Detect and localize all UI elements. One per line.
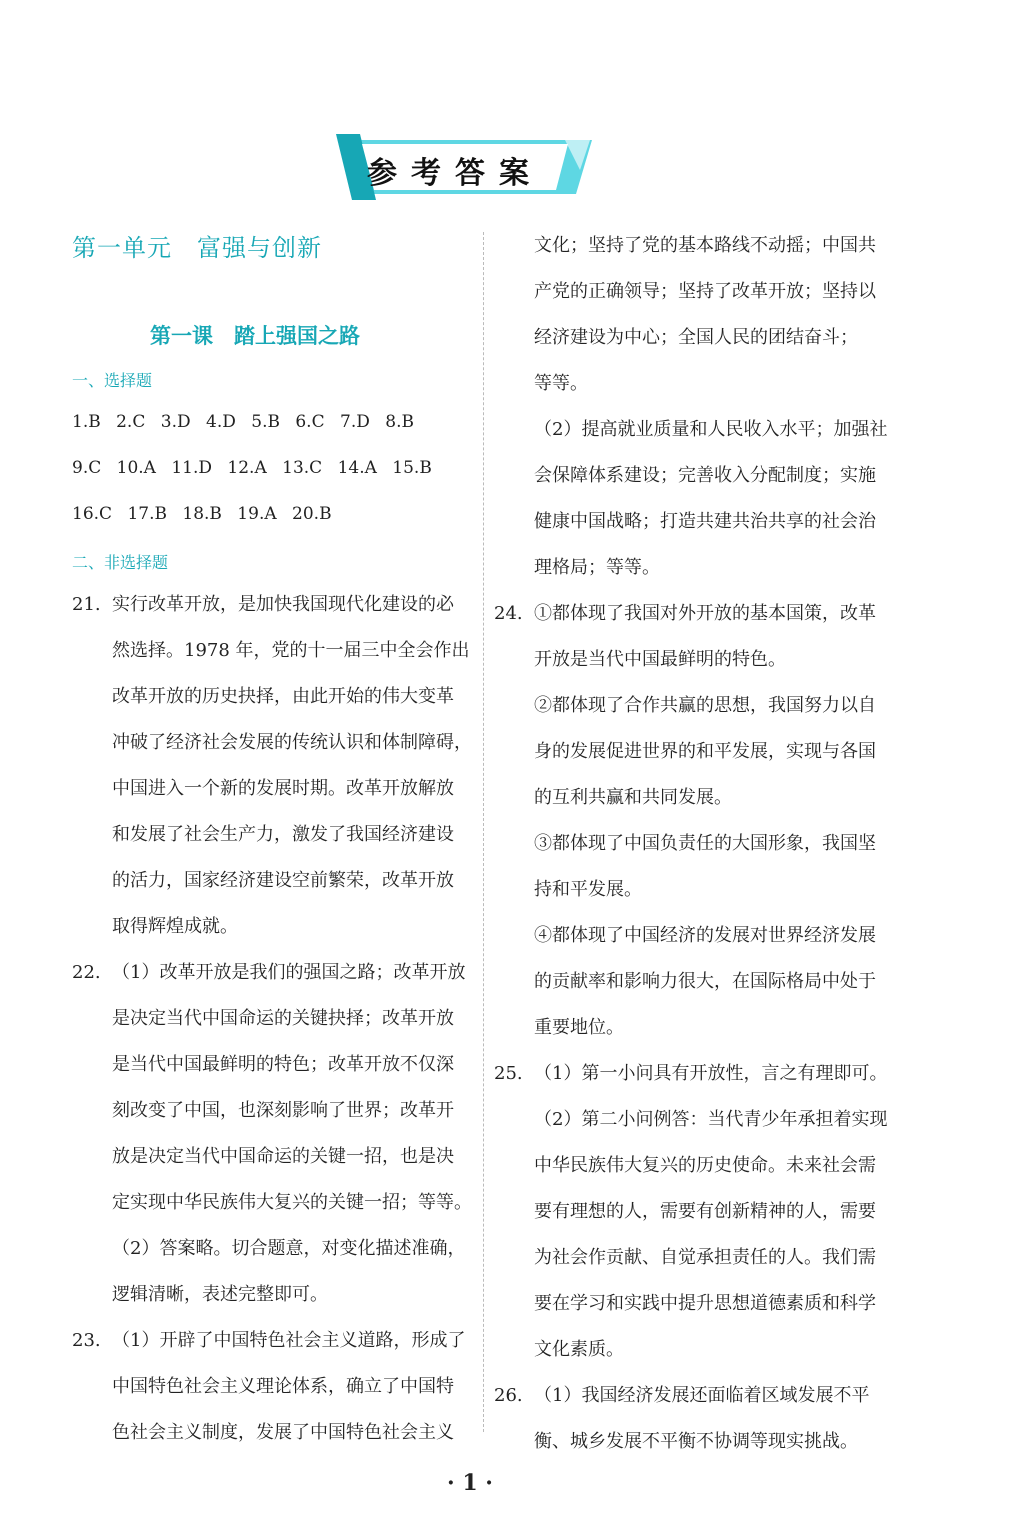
answer-text: 改革开放的历史抉择，由此开始的伟大变革 — [112, 686, 454, 707]
answer-text: 的互利共赢和共同发展。 — [534, 787, 732, 808]
answer-text: 是决定当代中国命运的关键抉择；改革开放 — [112, 1008, 454, 1029]
answer-text: 的活力，国家经济建设空前繁荣，改革开放 — [112, 870, 454, 891]
question-number: 26. — [494, 1385, 523, 1406]
answer-text: （2）第二小问例答：当代青少年承担着实现 — [534, 1109, 888, 1130]
answer-line — [494, 1419, 884, 1465]
question-number: 25. — [494, 1063, 523, 1084]
answer-line — [494, 637, 884, 683]
answer-text: 冲破了经济社会发展的传统认识和体制障碍， — [112, 732, 472, 753]
answer-line — [494, 591, 884, 637]
answer-text: 放是决定当代中国命运的关键一招，也是决 — [112, 1146, 454, 1167]
question-number: 24. — [494, 603, 523, 624]
answer-line — [72, 1042, 462, 1088]
answer-line — [494, 545, 884, 591]
answer-line — [72, 628, 470, 674]
question-number: 21. — [72, 594, 101, 615]
answer-line — [72, 1180, 472, 1226]
left-column — [72, 582, 472, 1456]
answer-text: 文化；坚持了党的基本路线不动摇；中国共 — [534, 235, 876, 256]
answer-text: 的贡献率和影响力很大，在国际格局中处于 — [534, 971, 876, 992]
answer-line — [494, 407, 888, 453]
answer-line — [494, 1005, 884, 1051]
answer-line — [494, 1097, 888, 1143]
answer-text: 文化素质。 — [534, 1339, 624, 1360]
answer-text: ④都体现了中国经济的发展对世界经济发展 — [534, 925, 876, 946]
answer-line — [494, 453, 884, 499]
answer-text: （1）第一小问具有开放性，言之有理即可。 — [534, 1063, 888, 1084]
answer-line — [494, 1143, 884, 1189]
answer-line — [72, 1318, 466, 1364]
answer-line — [494, 1189, 884, 1235]
column-divider — [483, 232, 484, 1432]
answer-text: 理格局；等等。 — [534, 557, 660, 578]
answer-line — [72, 1134, 462, 1180]
answer-text: 色社会主义制度，发展了中国特色社会主义 — [112, 1422, 454, 1443]
answer-line — [494, 1235, 884, 1281]
answer-text: 为社会作贡献、自觉承担责任的人。我们需 — [534, 1247, 876, 1268]
answer-line — [494, 775, 884, 821]
answer-text: 中华民族伟大复兴的历史使命。未来社会需 — [534, 1155, 876, 1176]
mc-answer-row: 16.C 17.B 18.B 19.A 20.B — [72, 504, 332, 524]
answer-text: （1）开辟了中国特色社会主义道路，形成了 — [112, 1330, 466, 1351]
answer-text: 刻改变了中国，也深刻影响了世界；改革开 — [112, 1100, 454, 1121]
answer-line — [72, 1272, 462, 1318]
page-number: · 1 · — [447, 1470, 493, 1496]
answer-text: 持和平发展。 — [534, 879, 642, 900]
section-heading-non-mc: 二、非选择题 — [72, 553, 169, 572]
lesson-title: 第一课 踏上强国之路 — [150, 323, 360, 348]
answer-text: ②都体现了合作共赢的思想，我国努力以自 — [534, 695, 876, 716]
answer-line — [72, 1410, 462, 1456]
answer-text: （2）提高就业质量和人民收入水平；加强社 — [534, 419, 888, 440]
answer-line — [494, 1281, 884, 1327]
answer-text: 定实现中华民族伟大复兴的关键一招；等等。 — [112, 1192, 472, 1213]
answer-text: （1）改革开放是我们的强国之路；改革开放 — [112, 962, 466, 983]
answer-text: 要在学习和实践中提升思想道德素质和科学 — [534, 1293, 876, 1314]
answer-line — [494, 1051, 888, 1097]
answer-line — [494, 867, 884, 913]
answer-text: （2）答案略。切合题意，对变化描述准确， — [112, 1238, 466, 1259]
unit-title: 第一单元 富强与创新 — [72, 234, 322, 262]
answer-line — [494, 821, 884, 867]
answer-line — [494, 1327, 884, 1373]
answer-line — [72, 996, 462, 1042]
answer-line — [72, 674, 462, 720]
answer-line — [494, 729, 884, 775]
mc-answer-row: 9.C 10.A 11.D 12.A 13.C 14.A 15.B — [72, 458, 432, 478]
answer-line — [72, 812, 462, 858]
answer-text: 衡、城乡发展不平衡不协调等现实挑战。 — [534, 1431, 858, 1452]
answer-line — [494, 959, 884, 1005]
answer-line — [72, 1088, 462, 1134]
answer-line — [494, 499, 884, 545]
answer-text: 中国进入一个新的发展时期。改革开放解放 — [112, 778, 454, 799]
answer-text: （1）我国经济发展还面临着区域发展不平 — [534, 1385, 870, 1406]
answer-line — [494, 683, 884, 729]
answer-line — [72, 950, 466, 996]
answer-text: 身的发展促进世界的和平发展，实现与各国 — [534, 741, 876, 762]
answer-text: 实行改革开放，是加快我国现代化建设的必 — [112, 594, 454, 615]
answer-line — [72, 582, 462, 628]
answer-line — [494, 315, 884, 361]
answer-text: 产党的正确领导；坚持了改革开放；坚持以 — [534, 281, 876, 302]
answer-text: ①都体现了我国对外开放的基本国策，改革 — [534, 603, 876, 624]
answer-line — [494, 361, 884, 407]
answer-text: 开放是当代中国最鲜明的特色。 — [534, 649, 786, 670]
right-column — [494, 223, 888, 1465]
answer-text: 和发展了社会生产力，激发了我国经济建设 — [112, 824, 454, 845]
answer-text: 取得辉煌成就。 — [112, 916, 238, 937]
answer-text: 重要地位。 — [534, 1017, 624, 1038]
answer-line — [494, 269, 884, 315]
answer-line — [494, 223, 884, 269]
answer-line — [72, 720, 472, 766]
answer-line — [494, 913, 884, 959]
answer-line — [72, 904, 462, 950]
question-number: 22. — [72, 962, 101, 983]
answer-text: 会保障体系建设；完善收入分配制度；实施 — [534, 465, 876, 486]
answer-line — [72, 858, 462, 904]
answer-line — [72, 766, 462, 812]
question-number: 23. — [72, 1330, 101, 1351]
answer-line — [72, 1226, 466, 1272]
answer-text: 中国特色社会主义理论体系，确立了中国特 — [112, 1376, 454, 1397]
answer-text: 要有理想的人，需要有创新精神的人，需要 — [534, 1201, 876, 1222]
answer-text: 然选择。1978 年，党的十一届三中全会作出 — [112, 640, 470, 661]
answer-text: 健康中国战略；打造共建共治共享的社会治 — [534, 511, 876, 532]
answer-text: 经济建设为中心；全国人民的团结奋斗； — [534, 327, 858, 348]
answer-text: 等等。 — [534, 373, 588, 394]
banner-title: 参考答案 — [367, 156, 543, 191]
mc-answer-row: 1.B 2.C 3.D 4.D 5.B 6.C 7.D 8.B — [72, 412, 414, 432]
answer-text: ③都体现了中国负责任的大国形象，我国坚 — [534, 833, 876, 854]
answer-line — [72, 1364, 462, 1410]
answer-text: 逻辑清晰，表述完整即可。 — [112, 1284, 328, 1305]
answer-text: 是当代中国最鲜明的特色；改革开放不仅深 — [112, 1054, 454, 1075]
section-heading-mc: 一、选择题 — [72, 371, 153, 390]
answer-line — [494, 1373, 884, 1419]
